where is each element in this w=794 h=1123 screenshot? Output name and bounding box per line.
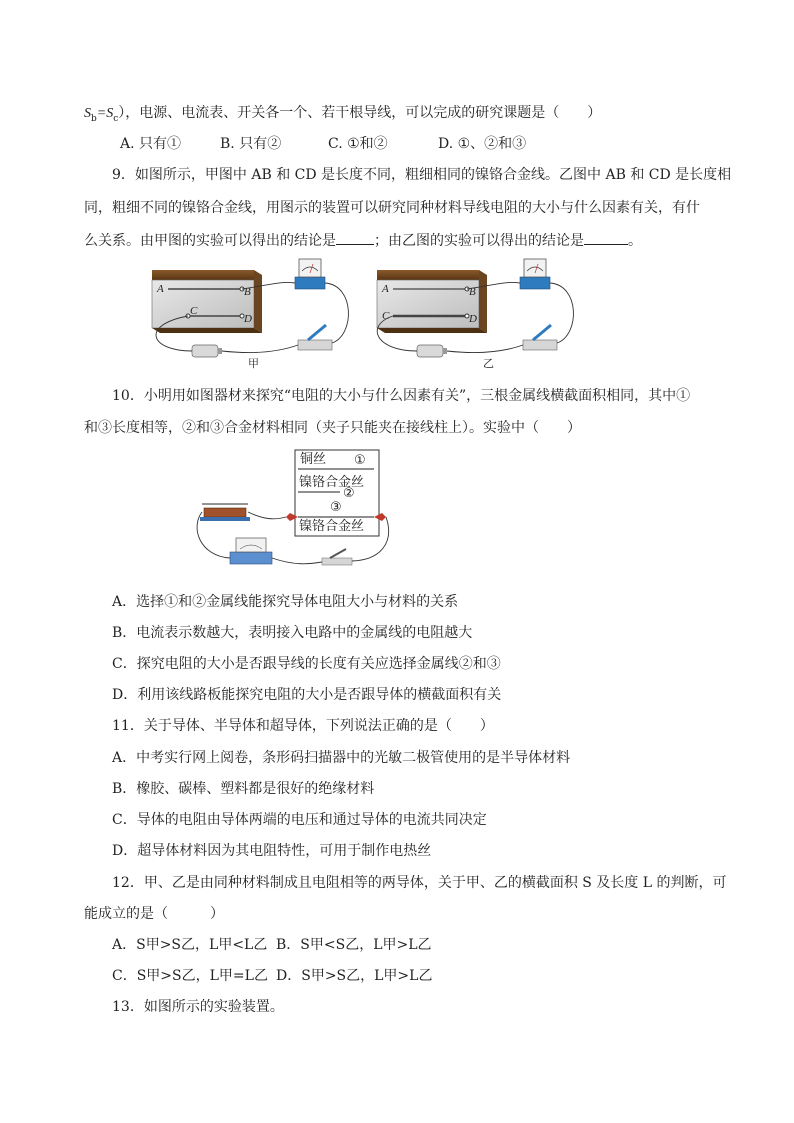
q10-figure [190, 448, 400, 578]
q10-wire1-num: ① [354, 453, 366, 468]
yi-wire-3 [447, 345, 523, 353]
jia-label-c: C [190, 305, 198, 317]
jia-caption: 甲 [248, 357, 259, 370]
q12-option-a[interactable]: A．S甲>S乙，L甲<L乙 [112, 937, 268, 953]
q8-option-d[interactable]: D. ①、②和③ [438, 136, 527, 152]
jia-label-d: D [244, 313, 252, 325]
q8-lead-rest: ），电源、电流表、开关各一个、若干根导线，可以完成的研究课题是（ ） [118, 105, 602, 121]
q12-option-b[interactable]: B．S甲<S乙，L甲>L乙 [276, 937, 432, 953]
q11-option-b[interactable]: B．橡胶、碳棒、塑料都是很好的绝缘材料 [112, 781, 375, 797]
q9-blank-1[interactable] [336, 230, 374, 245]
yi-battery [417, 345, 443, 357]
q13-stem: 13．如图所示的实验装置。 [112, 999, 284, 1015]
q10-wire-c [272, 558, 322, 564]
yi-label-b: B [469, 286, 476, 298]
yi-board-face [377, 280, 479, 328]
jia-battery [192, 345, 218, 357]
yi-board-side [479, 270, 487, 333]
q10-wire3-label: 镍铬合金丝 [299, 519, 365, 534]
q8-lead-line: $S_b=S_c$），电源、电流表、开关各一个、若干根导线，可以完成的研究课题是（ ） [84, 105, 602, 124]
q8-option-a[interactable]: A. 只有① [120, 136, 182, 152]
q11-option-c[interactable]: C．导体的电阻由导体两端的电压和通过导体的电流共同决定 [112, 812, 487, 828]
jia-battery-cap [218, 348, 222, 354]
q9-line3-a: 么关系。由甲图的实验可以得出的结论是 [84, 233, 336, 249]
jia-ammeter-face [299, 259, 321, 277]
jia-board-face [152, 280, 254, 328]
yi-board-top [377, 270, 479, 280]
q10-line1: 10．小明用如图器材来探究“电阻的大小与什么因素有关”，三根金属线横截面积相同，其中① [112, 388, 691, 404]
q9-line2: 同，粗细不同的镍铬合金线，用图示的装置可以研究同种材料导线电阻的大小与什么因素有关，有什 [84, 200, 700, 216]
q9-line1: 9．如图所示，甲图中 AB 和 CD 是长度不同，粗细相同的镍铬合金线。乙图中 AB 和 CD 是长度相 [112, 167, 732, 183]
yi-ammeter-base [520, 277, 550, 289]
jia-ammeter-base [295, 277, 325, 289]
yi-switch-blade [533, 325, 551, 340]
q9-line3-c: 。 [628, 233, 642, 249]
q9-figure-yi [355, 255, 595, 370]
q10-option-a[interactable]: A．选择①和②金属线能探究导体电阻大小与材料的关系 [112, 594, 459, 610]
yi-label-d: D [469, 313, 477, 325]
q11-option-d[interactable]: D．超导体材料因为其电阻特性，可用于制作电热丝 [112, 843, 432, 859]
yi-wire-2 [550, 283, 573, 343]
q9-line3 [84, 230, 642, 251]
jia-switch-blade [308, 325, 326, 340]
q10-rheostat-body [204, 508, 246, 517]
q8-option-c[interactable]: C. ①和② [328, 136, 388, 152]
q11-stem: 11．关于导体、半导体和超导体，下列说法正确的是（ ） [112, 718, 494, 734]
yi-caption: 乙 [483, 357, 494, 370]
jia-label-a: A [157, 283, 164, 295]
jia-board-top [152, 270, 254, 280]
q10-rheostat-base [200, 517, 250, 521]
yi-label-c: C [382, 310, 390, 322]
q10-wire2-num: ② [343, 486, 355, 501]
q11-option-a[interactable]: A．中考实行网上阅卷，条形码扫描器中的光敏二极管使用的是半导体材料 [112, 750, 571, 766]
yi-label-a: A [382, 283, 389, 295]
q10-option-c[interactable]: C．探究电阻的大小是否跟导线的长度有关应选择金属线②和③ [112, 656, 501, 672]
q10-line2: 和③长度相等，②和③合金材料相同（夹子只能夹在接线柱上）。实验中（ ） [84, 420, 581, 436]
q9-blank-2[interactable] [584, 230, 628, 245]
q8-lead-a: S [84, 106, 91, 121]
q12-line2: 能成立的是（ ） [84, 906, 224, 922]
q10-wire3-num: ③ [330, 500, 342, 515]
jia-switch-base [298, 340, 332, 350]
q12-option-c[interactable]: C．S甲>S乙，L甲=L乙 [112, 968, 268, 984]
q10-switch-blade [330, 549, 346, 558]
q10-switch-base [322, 558, 352, 565]
jia-wire-3 [222, 345, 298, 353]
jia-label-b: B [244, 286, 251, 298]
q8-lead-b: =S [96, 106, 114, 121]
jia-board-side [254, 270, 262, 333]
jia-board-bottom [152, 328, 262, 333]
q10-wire1-label: 铜丝 [300, 452, 327, 467]
q9-figure-jia [130, 255, 370, 370]
yi-battery-cap [443, 348, 447, 354]
q10-ammeter-base [230, 552, 272, 564]
q10-option-b[interactable]: B．电流表示数越大，表明接入电路中的金属线的电阻越大 [112, 625, 473, 641]
q12-line1: 12．甲、乙是由同种材料制成且电阻相等的两导体，关于甲、乙的横截面积 S 及长度 L 的判断，可 [112, 875, 727, 891]
q10-wire2-label: 镍铬合金丝 [299, 475, 365, 490]
yi-board-bottom [377, 328, 487, 333]
jia-wire-2 [325, 283, 348, 343]
yi-switch-base [523, 340, 557, 350]
yi-ammeter-face [524, 259, 546, 277]
q10-option-d[interactable]: D．利用该线路板能探究电阻的大小是否跟导体的横截面积有关 [112, 687, 502, 703]
q10-wire-a [248, 512, 286, 519]
q8-option-b[interactable]: B. 只有② [220, 136, 282, 152]
q12-option-d[interactable]: D．S甲>S乙，L甲>L乙 [276, 968, 433, 984]
q9-line3-b: ；由乙图的实验可以得出的结论是 [374, 233, 584, 249]
